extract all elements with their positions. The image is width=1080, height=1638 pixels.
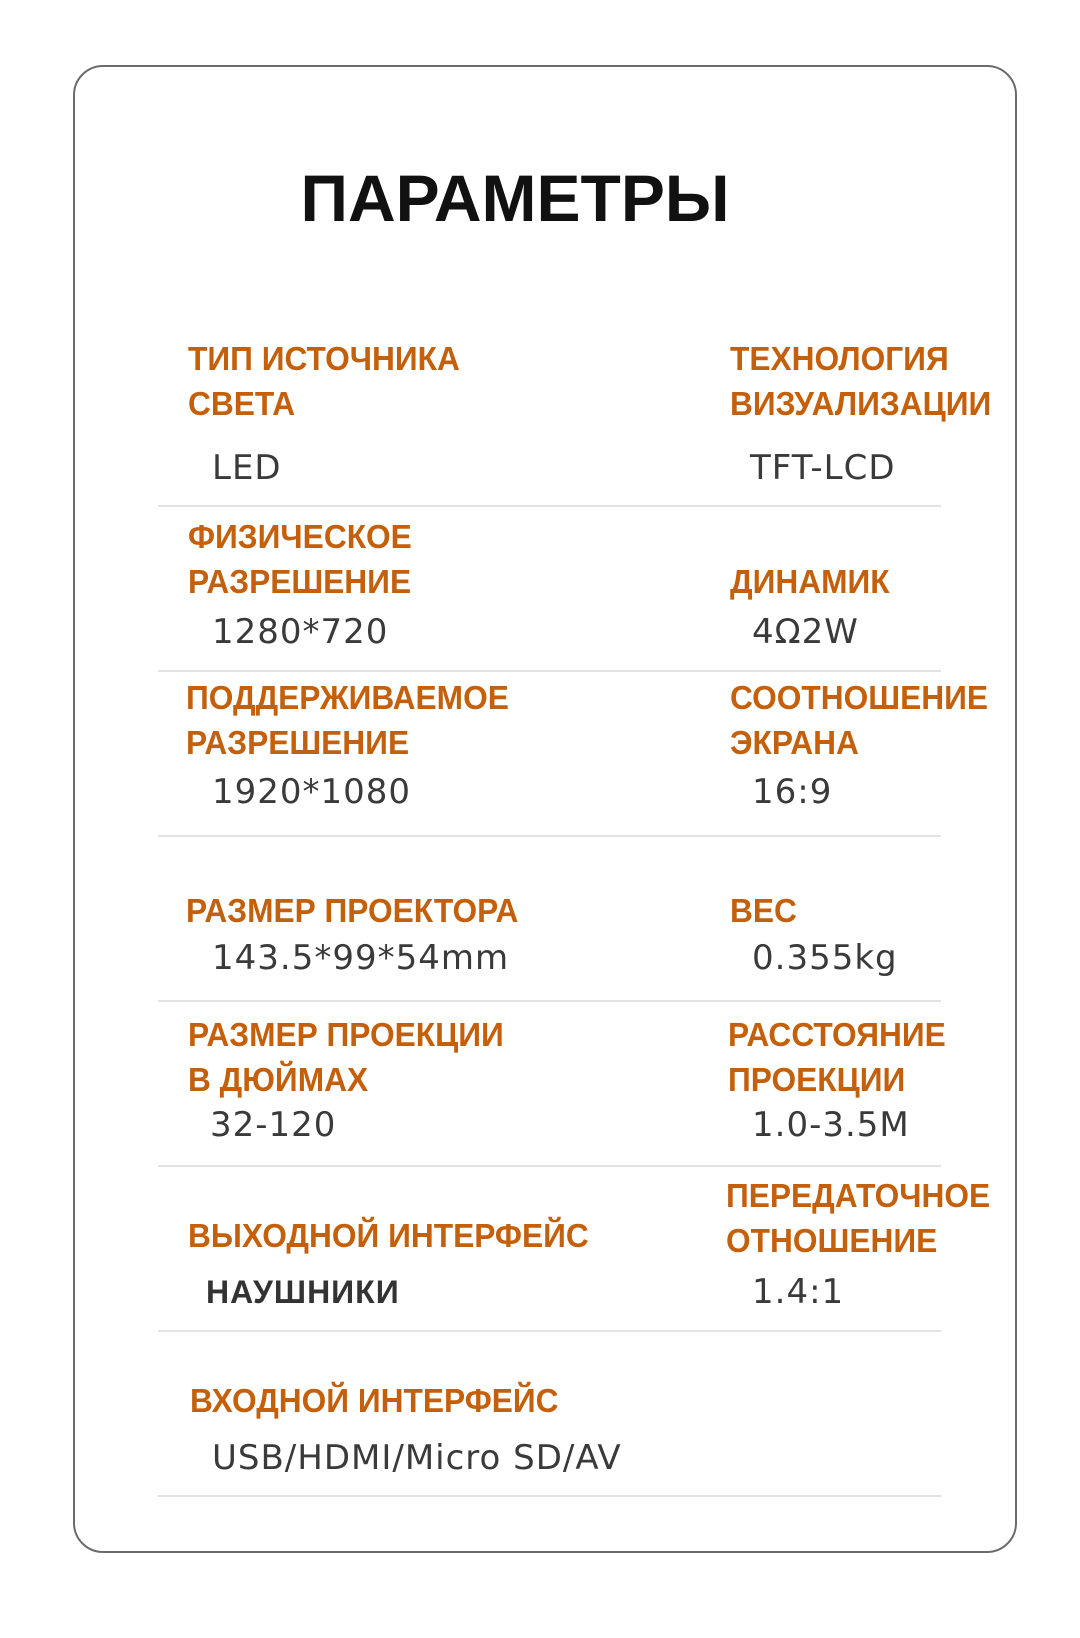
divider <box>158 670 941 672</box>
spec-value-output-interface: НАУШНИКИ <box>206 1274 400 1310</box>
spec-value-projection-size: 32-120 <box>210 1105 337 1145</box>
spec-label-throw-ratio: ПЕРЕДАТОЧНОЕ ОТНОШЕНИЕ <box>726 1177 991 1259</box>
spec-label-weight: ВЕС <box>730 892 797 929</box>
spec-label-aspect-ratio: СООТНОШЕНИЕ ЭКРАНА <box>730 679 988 761</box>
spec-value-display-technology: TFT-LCD <box>750 448 896 488</box>
spec-value-weight: 0.355kg <box>752 938 898 978</box>
divider <box>158 1165 941 1167</box>
spec-value-input-interface: USB/HDMI/Micro SD/AV <box>212 1438 622 1478</box>
divider <box>158 505 941 507</box>
spec-value-light-source: LED <box>212 448 282 488</box>
spec-value-aspect-ratio: 16:9 <box>752 772 833 812</box>
spec-label-output-interface: ВЫХОДНОЙ ИНТЕРФЕЙС <box>188 1217 589 1254</box>
spec-value-projector-size: 143.5*99*54mm <box>212 938 510 978</box>
page-title: ПАРАМЕТРЫ <box>300 161 730 235</box>
spec-label-speaker: ДИНАМИК <box>730 563 890 600</box>
spec-label-light-source: ТИП ИСТОЧНИКА СВЕТА <box>188 340 460 422</box>
spec-value-projection-distance: 1.0-3.5M <box>752 1105 910 1145</box>
spec-label-projection-distance: РАССТОЯНИЕ ПРОЕКЦИИ <box>728 1016 946 1098</box>
spec-label-input-interface: ВХОДНОЙ ИНТЕРФЕЙС <box>190 1382 559 1419</box>
spec-label-display-technology: ТЕХНОЛОГИЯ ВИЗУАЛИЗАЦИИ <box>730 340 992 422</box>
spec-value-throw-ratio: 1.4:1 <box>752 1272 845 1312</box>
divider <box>158 1330 941 1332</box>
spec-value-supported-resolution: 1920*1080 <box>212 772 412 812</box>
spec-value-speaker: 4Ω2W <box>752 612 859 652</box>
spec-label-projector-size: РАЗМЕР ПРОЕКТОРА <box>186 892 519 929</box>
spec-value-native-resolution: 1280*720 <box>212 612 389 652</box>
spec-label-supported-resolution: ПОДДЕРЖИВАЕМОЕ РАЗРЕШЕНИЕ <box>186 679 509 761</box>
divider <box>158 1495 941 1497</box>
divider <box>158 835 941 837</box>
divider <box>158 1000 941 1002</box>
spec-label-projection-size: РАЗМЕР ПРОЕКЦИИ В ДЮЙМАХ <box>188 1016 504 1098</box>
spec-label-native-resolution: ФИЗИЧЕСКОЕ РАЗРЕШЕНИЕ <box>188 518 412 600</box>
